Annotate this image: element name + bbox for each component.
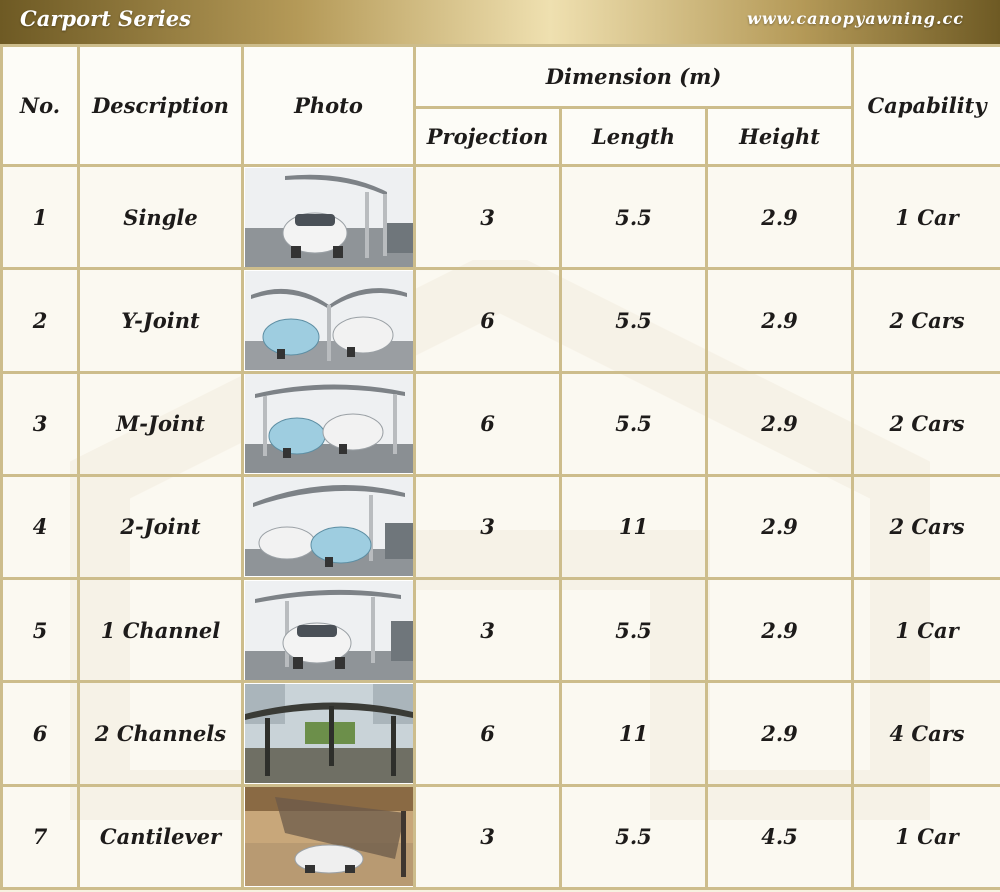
row-height: 2.9 (707, 682, 853, 785)
row-no: 6 (2, 682, 79, 785)
row-projection: 6 (415, 269, 561, 372)
row-description: 2 Channels (79, 682, 243, 785)
two-joint-carport-photo (245, 477, 413, 576)
table-row (2, 269, 1000, 372)
row-description: Single (79, 166, 243, 269)
row-length: 5.5 (561, 166, 707, 269)
table-row (2, 372, 1000, 475)
row-height: 2.9 (707, 166, 853, 269)
row-capability: 1 Car (853, 166, 1000, 269)
series-title: Carport Series (20, 6, 191, 31)
photo-cell (243, 475, 415, 578)
row-description: 2-Joint (79, 475, 243, 578)
row-no: 1 (2, 166, 79, 269)
carport-table (0, 44, 1000, 890)
row-length: 5.5 (561, 785, 707, 888)
website-url: www.canopyawning.cc (747, 9, 964, 28)
photo-cell (243, 785, 415, 888)
row-no: 3 (2, 372, 79, 475)
row-capability: 1 Car (853, 579, 1000, 682)
title-banner (0, 0, 1000, 44)
row-length: 5.5 (561, 269, 707, 372)
row-projection: 3 (415, 579, 561, 682)
one-channel-carport-photo (245, 581, 413, 680)
cantilever-carport-photo (245, 787, 413, 886)
row-height: 2.9 (707, 475, 853, 578)
row-capability: 4 Cars (853, 682, 1000, 785)
row-description: Y-Joint (79, 269, 243, 372)
row-length: 5.5 (561, 579, 707, 682)
row-no: 2 (2, 269, 79, 372)
row-no: 4 (2, 475, 79, 578)
table-row (2, 579, 1000, 682)
table-row (2, 166, 1000, 269)
row-projection: 6 (415, 682, 561, 785)
two-channel-carport-photo (245, 684, 413, 783)
row-capability: 2 Cars (853, 269, 1000, 372)
photo-cell (243, 682, 415, 785)
row-projection: 3 (415, 475, 561, 578)
header-projection: Projection (415, 108, 561, 166)
photo-cell (243, 579, 415, 682)
row-capability: 2 Cars (853, 475, 1000, 578)
header-height: Height (707, 108, 853, 166)
header-photo: Photo (243, 46, 415, 166)
row-no: 7 (2, 785, 79, 888)
header-dimension: Dimension (m) (415, 46, 853, 108)
row-length: 5.5 (561, 372, 707, 475)
single-carport-photo (245, 168, 413, 267)
row-length: 11 (561, 682, 707, 785)
row-projection: 3 (415, 785, 561, 888)
table-row (2, 785, 1000, 888)
header-description: Description (79, 46, 243, 166)
row-no: 5 (2, 579, 79, 682)
row-projection: 6 (415, 372, 561, 475)
table-row (2, 475, 1000, 578)
row-description: M-Joint (79, 372, 243, 475)
photo-cell (243, 269, 415, 372)
header-capability: Capability (853, 46, 1000, 166)
m-joint-carport-photo (245, 374, 413, 473)
photo-cell (243, 166, 415, 269)
row-description: Cantilever (79, 785, 243, 888)
row-height: 2.9 (707, 372, 853, 475)
header-length: Length (561, 108, 707, 166)
row-projection: 3 (415, 166, 561, 269)
row-capability: 2 Cars (853, 372, 1000, 475)
row-height: 2.9 (707, 269, 853, 372)
photo-cell (243, 372, 415, 475)
table-row (2, 682, 1000, 785)
row-description: 1 Channel (79, 579, 243, 682)
row-height: 4.5 (707, 785, 853, 888)
row-length: 11 (561, 475, 707, 578)
row-capability: 1 Car (853, 785, 1000, 888)
row-height: 2.9 (707, 579, 853, 682)
y-joint-carport-photo (245, 271, 413, 370)
header-no: No. (2, 46, 79, 166)
